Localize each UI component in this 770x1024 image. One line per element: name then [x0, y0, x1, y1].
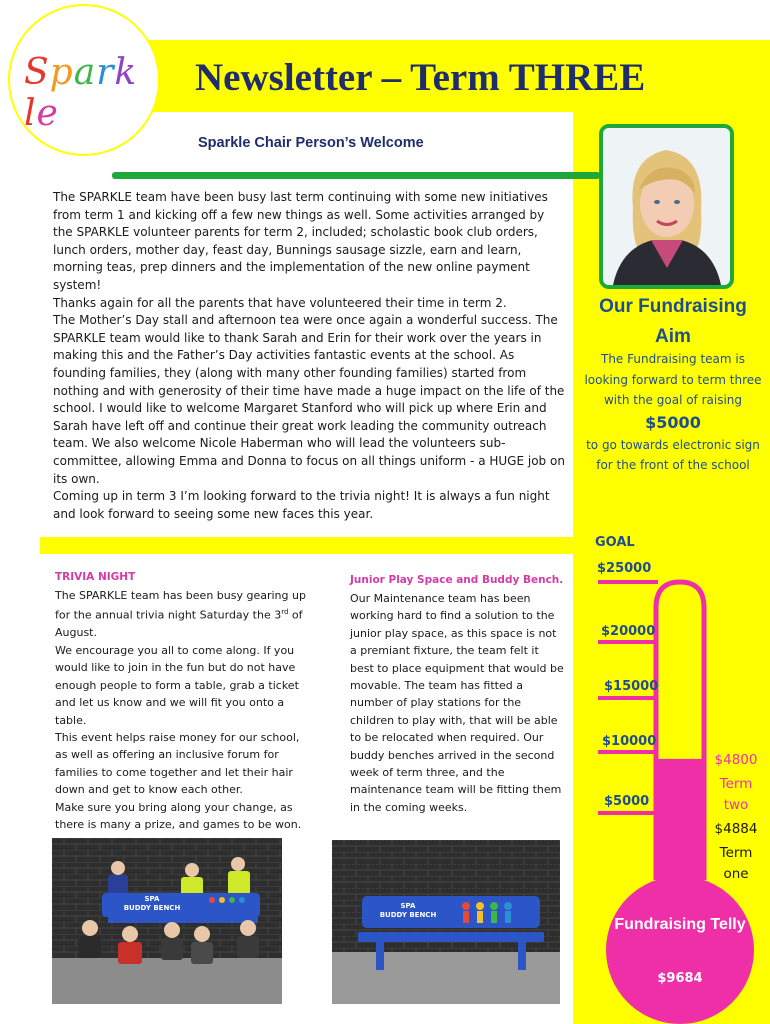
bench-sign-text-right: SPA BUDDY BENCH	[379, 902, 437, 919]
bench-sign-text-left: SPA BUDDY BENCH	[123, 895, 181, 912]
welcome-paragraph: The Mother’s Day stall and afternoon tea were once again a wonderful success. The SPARKLE team would like to thank Sarah and Erin for their work over the years in making this and the Father’s Day activities fantastic events at the school. As founding families, they (along with many other founding families) started from nothing and with generosity of their time have made a huge impact on the life of the school. I would like to welcome Margaret Stanford who will pick up where Erin and Sarah have left off and continue their great work leading the community outreach team. We also welcome Nicole Haberman who will lead the volunteers sub-committee, allowing Emma and Donna to focus on all things uniform - a HUGE job on its own.	[53, 313, 565, 486]
welcome-paragraph: Coming up in term 3 I’m looking forward to the trivia night! It is always a fun night and look forward to seeing some new faces this year.	[53, 489, 550, 521]
term-two-label: Term two	[719, 776, 753, 813]
play-space-heading: Junior Play Space and Buddy Bench.	[350, 574, 564, 586]
welcome-paragraph: Thanks again for all the parents that have volunteered their time in term 2.	[53, 295, 507, 310]
thermometer-fill	[656, 759, 704, 880]
term-two-amount: $4800	[714, 752, 758, 768]
welcome-heading: Sparkle Chair Person’s Welcome	[198, 135, 424, 151]
trivia-paragraph: We encourage you all to come along. If you would like to join in the fun but do not have enough people to form a table, grab a ticket and let us know and we will fit you onto a table.	[55, 643, 299, 727]
tick-label-25000: $25000	[597, 561, 652, 576]
trivia-paragraph: Make sure you bring along your change, as there is many a prize, and games to be won.	[55, 800, 302, 831]
fundraising-telly-label: Fundraising Telly	[614, 916, 746, 933]
sparkle-logo: Sparkle	[24, 52, 138, 134]
aim-outro: to go towards electronic sign for the front of the school	[586, 437, 760, 472]
trivia-body	[55, 587, 311, 833]
section-divider-band	[40, 537, 573, 554]
term-one-amount: $4884	[714, 821, 758, 837]
tick-label-10000: $10000	[602, 734, 657, 749]
fundraising-aim-text	[583, 349, 763, 476]
fundraising-aim-title: Our Fundraising Aim	[599, 296, 747, 347]
thermometer-bulb	[606, 876, 754, 1024]
trivia-paragraph: The SPARKLE team has been busy gearing up for the annual trivia night Saturday the 3rd of August.	[55, 589, 306, 640]
aim-amount: $5000	[645, 412, 701, 432]
goal-label: GOAL	[595, 535, 635, 550]
tick-label-15000: $15000	[604, 679, 659, 694]
buddy-bench-children-photo	[52, 838, 282, 1004]
tick-label-20000: $20000	[601, 624, 656, 639]
welcome-body	[53, 189, 565, 523]
play-space-body: Our Maintenance team has been working hard to find a solution to the junior play space, as this space is not a premiant fixture, the team felt it best to place equipment that would be movable. The team has fitted a number of play stations for the children to play with, that will be able to be relocated when required. Our buddy benches arrived in the second week of term three, and the maintenance team will be fitting them in the coming weeks.	[350, 592, 564, 814]
aim-intro: The Fundraising team is looking forward to term three with the goal of raising	[584, 352, 762, 407]
heading-divider	[112, 172, 600, 179]
term-one-label: Term one	[719, 845, 753, 882]
buddy-bench-photo	[332, 840, 560, 1004]
fundraising-telly-total: $9684	[657, 971, 703, 986]
page-title: Newsletter – Term THREE	[195, 56, 646, 99]
trivia-paragraph: This event helps raise money for our school, as well as offering an inclusive forum for families to come together and let their hair down and get to know each other.	[55, 730, 300, 797]
welcome-paragraph: The SPARKLE team have been busy last term continuing with some new initiatives from term 1 and kicking off a few new things as well. Some activities arranged by the SPARKLE volunteer parents for term 2, included; scholastic book club orders, lunch orders, mother day, feast day, Bunnings sausage sizzle, earn and learn, morning teas, prep dinners and the implementation of the new online payment system!	[53, 190, 548, 292]
chairperson-photo	[599, 124, 734, 289]
tick-label-5000: $5000	[604, 794, 650, 809]
trivia-heading: TRIVIA NIGHT	[55, 571, 136, 583]
